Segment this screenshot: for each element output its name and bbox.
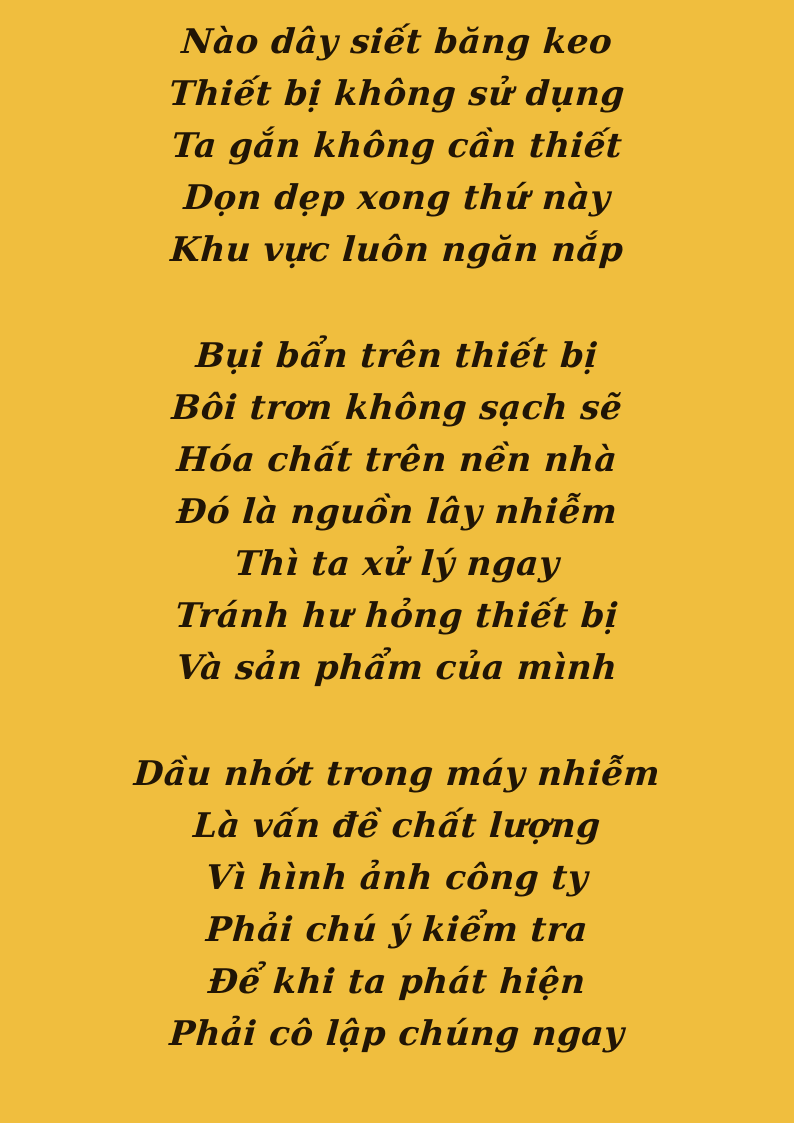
poem-line: Ta gắn không cần thiết [170, 126, 624, 166]
poem-line: Phải chú ý kiểm tra [204, 910, 590, 950]
stanza-3 [0, 748, 794, 1060]
poem-line: Để khi ta phát hiện [206, 962, 588, 1002]
poem-line: Bụi bẩn trên thiết bị [194, 336, 600, 376]
poem-line: Dầu nhớt trong máy nhiễm [132, 754, 662, 794]
stanza-2 [0, 330, 794, 694]
poem-line: Tránh hư hỏng thiết bị [173, 596, 621, 636]
poem-line: Thiết bị không sử dụng [167, 74, 627, 114]
poem-line: Thì ta xử lý ngay [233, 544, 561, 584]
poem-line: Dọn dẹp xong thứ này [182, 178, 612, 218]
poem-line: Hóa chất trên nền nhà [175, 440, 619, 480]
poem-line: Và sản phẩm của mình [175, 648, 619, 688]
stanza-1 [0, 16, 794, 276]
poem-line: Đó là nguồn lây nhiễm [175, 492, 619, 532]
poem-line: Bôi trơn không sạch sẽ [170, 388, 624, 428]
poem-line: Khu vực luôn ngăn nắp [169, 230, 625, 270]
poem-line: Nào dây siết băng keo [180, 22, 614, 62]
poem-line: Phải cô lập chúng ngay [168, 1014, 626, 1054]
poem-line: Vì hình ảnh công ty [204, 858, 590, 898]
poem-line: Là vấn đề chất lượng [192, 806, 602, 846]
